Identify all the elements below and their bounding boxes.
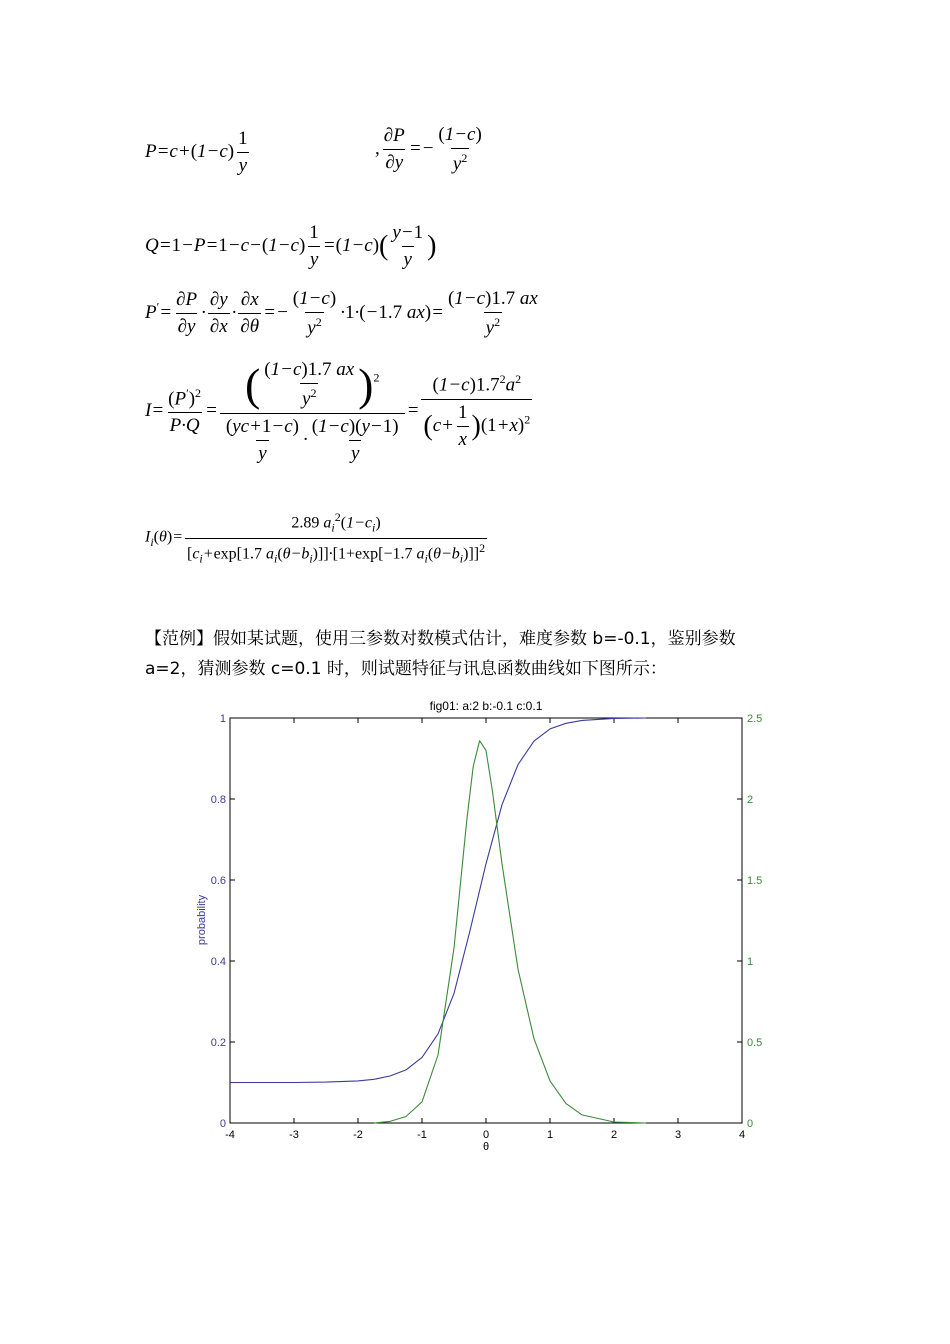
x-tick-label: -1	[417, 1129, 427, 1141]
equation-q: Q=1−P=1−c−(1−c) $\frac{1}{y}$ =(1−c)( $\frac{y-1}{y}$ )	[145, 222, 437, 270]
x-axis-ticks	[225, 718, 745, 1141]
x-tick-label: 4	[738, 1129, 746, 1141]
series-group	[230, 718, 646, 1123]
y-left-tick-label: 0	[219, 1118, 226, 1130]
equation-p-prime: P′= $\frac{\partial P}{\partial y}$ · $\frac{\partial y}{\partial x}$ · $\frac{\partial x}{\partial\theta}$ =− $\frac{(1-c)}{y^2}$ ·1·(−1.7 ax)= $\frac{(1-c)1.7 ax}{y^2}$	[145, 288, 538, 339]
equation-item-information: $I_i(\theta)=$ $\frac{2.89 a_i^2(1-c_i)}{[c_i+\exp[1.7 a_i(\theta-b_i)]]\cdot[1+\exp[-1.7 a_i(\theta-b_i)]]^2}$	[145, 510, 486, 566]
example-line-2: a=2，猜测参数 c=0.1 时，则试题特征与讯息函数曲线如下图所示：	[145, 659, 667, 679]
y-right-tick-label: 1	[747, 956, 754, 968]
y-left-tick-label: 0.2	[210, 1037, 226, 1049]
x-tick-label: -2	[353, 1129, 363, 1141]
x-tick-label: 2	[610, 1129, 618, 1141]
equation-p: P=c+(1−c) $\frac{1}{y}$	[145, 128, 248, 176]
x-tick-label: 1	[546, 1129, 554, 1141]
y-left-tick-label: 1	[219, 713, 226, 725]
y-left-axis-label: probability	[196, 894, 208, 946]
chart-title: fig01: a:2 b:-0.1 c:0.1	[429, 699, 543, 713]
y-right-tick-label: 0.5	[747, 1037, 763, 1049]
plot-area	[230, 718, 742, 1123]
equation-information: I= $\frac{(P')^2}{P\cdot Q}$ = ( $\frac{(1-c)1.7 ax}{y^2}$ )$^2$ $\frac{(yc+1-c)}{y}$ · $\frac{(1-c)(y-1)}{y}$ = $(1-c)1.7^2a^2$ (c+ $\frac{1}{x}$ )$(1+x)^2$	[145, 358, 531, 464]
x-axis-label: θ	[482, 1141, 490, 1153]
y-left-axis-ticks	[211, 713, 235, 1130]
y-left-tick-label: 0.8	[210, 794, 226, 806]
y-right-tick-label: 1.5	[747, 875, 763, 887]
x-tick-label: 0	[482, 1129, 490, 1141]
y-right-axis-ticks	[737, 713, 762, 1130]
example-paragraph	[145, 624, 805, 684]
x-tick-label: -3	[289, 1129, 299, 1141]
x-tick-label: -4	[225, 1129, 235, 1141]
equation-dp-dy: , $\frac{\partial P}{\partial y}$ =− $\frac{(1-c)}{y^2}$	[375, 124, 482, 175]
y-right-tick-label: 0	[747, 1118, 754, 1130]
y-right-tick-label: 2.5	[747, 713, 763, 725]
probability-curve	[230, 718, 646, 1083]
information-curve	[374, 741, 646, 1123]
example-line-1: 【范例】假如某试题，使用三参数对数模式估计，难度参数 b=-0.1，鉴别参数	[145, 629, 736, 649]
icc-information-chart	[180, 690, 800, 1160]
y-left-tick-label: 0.6	[210, 875, 226, 887]
y-right-tick-label: 2	[747, 794, 754, 806]
y-left-tick-label: 0.4	[210, 956, 226, 968]
x-tick-label: 3	[674, 1129, 682, 1141]
